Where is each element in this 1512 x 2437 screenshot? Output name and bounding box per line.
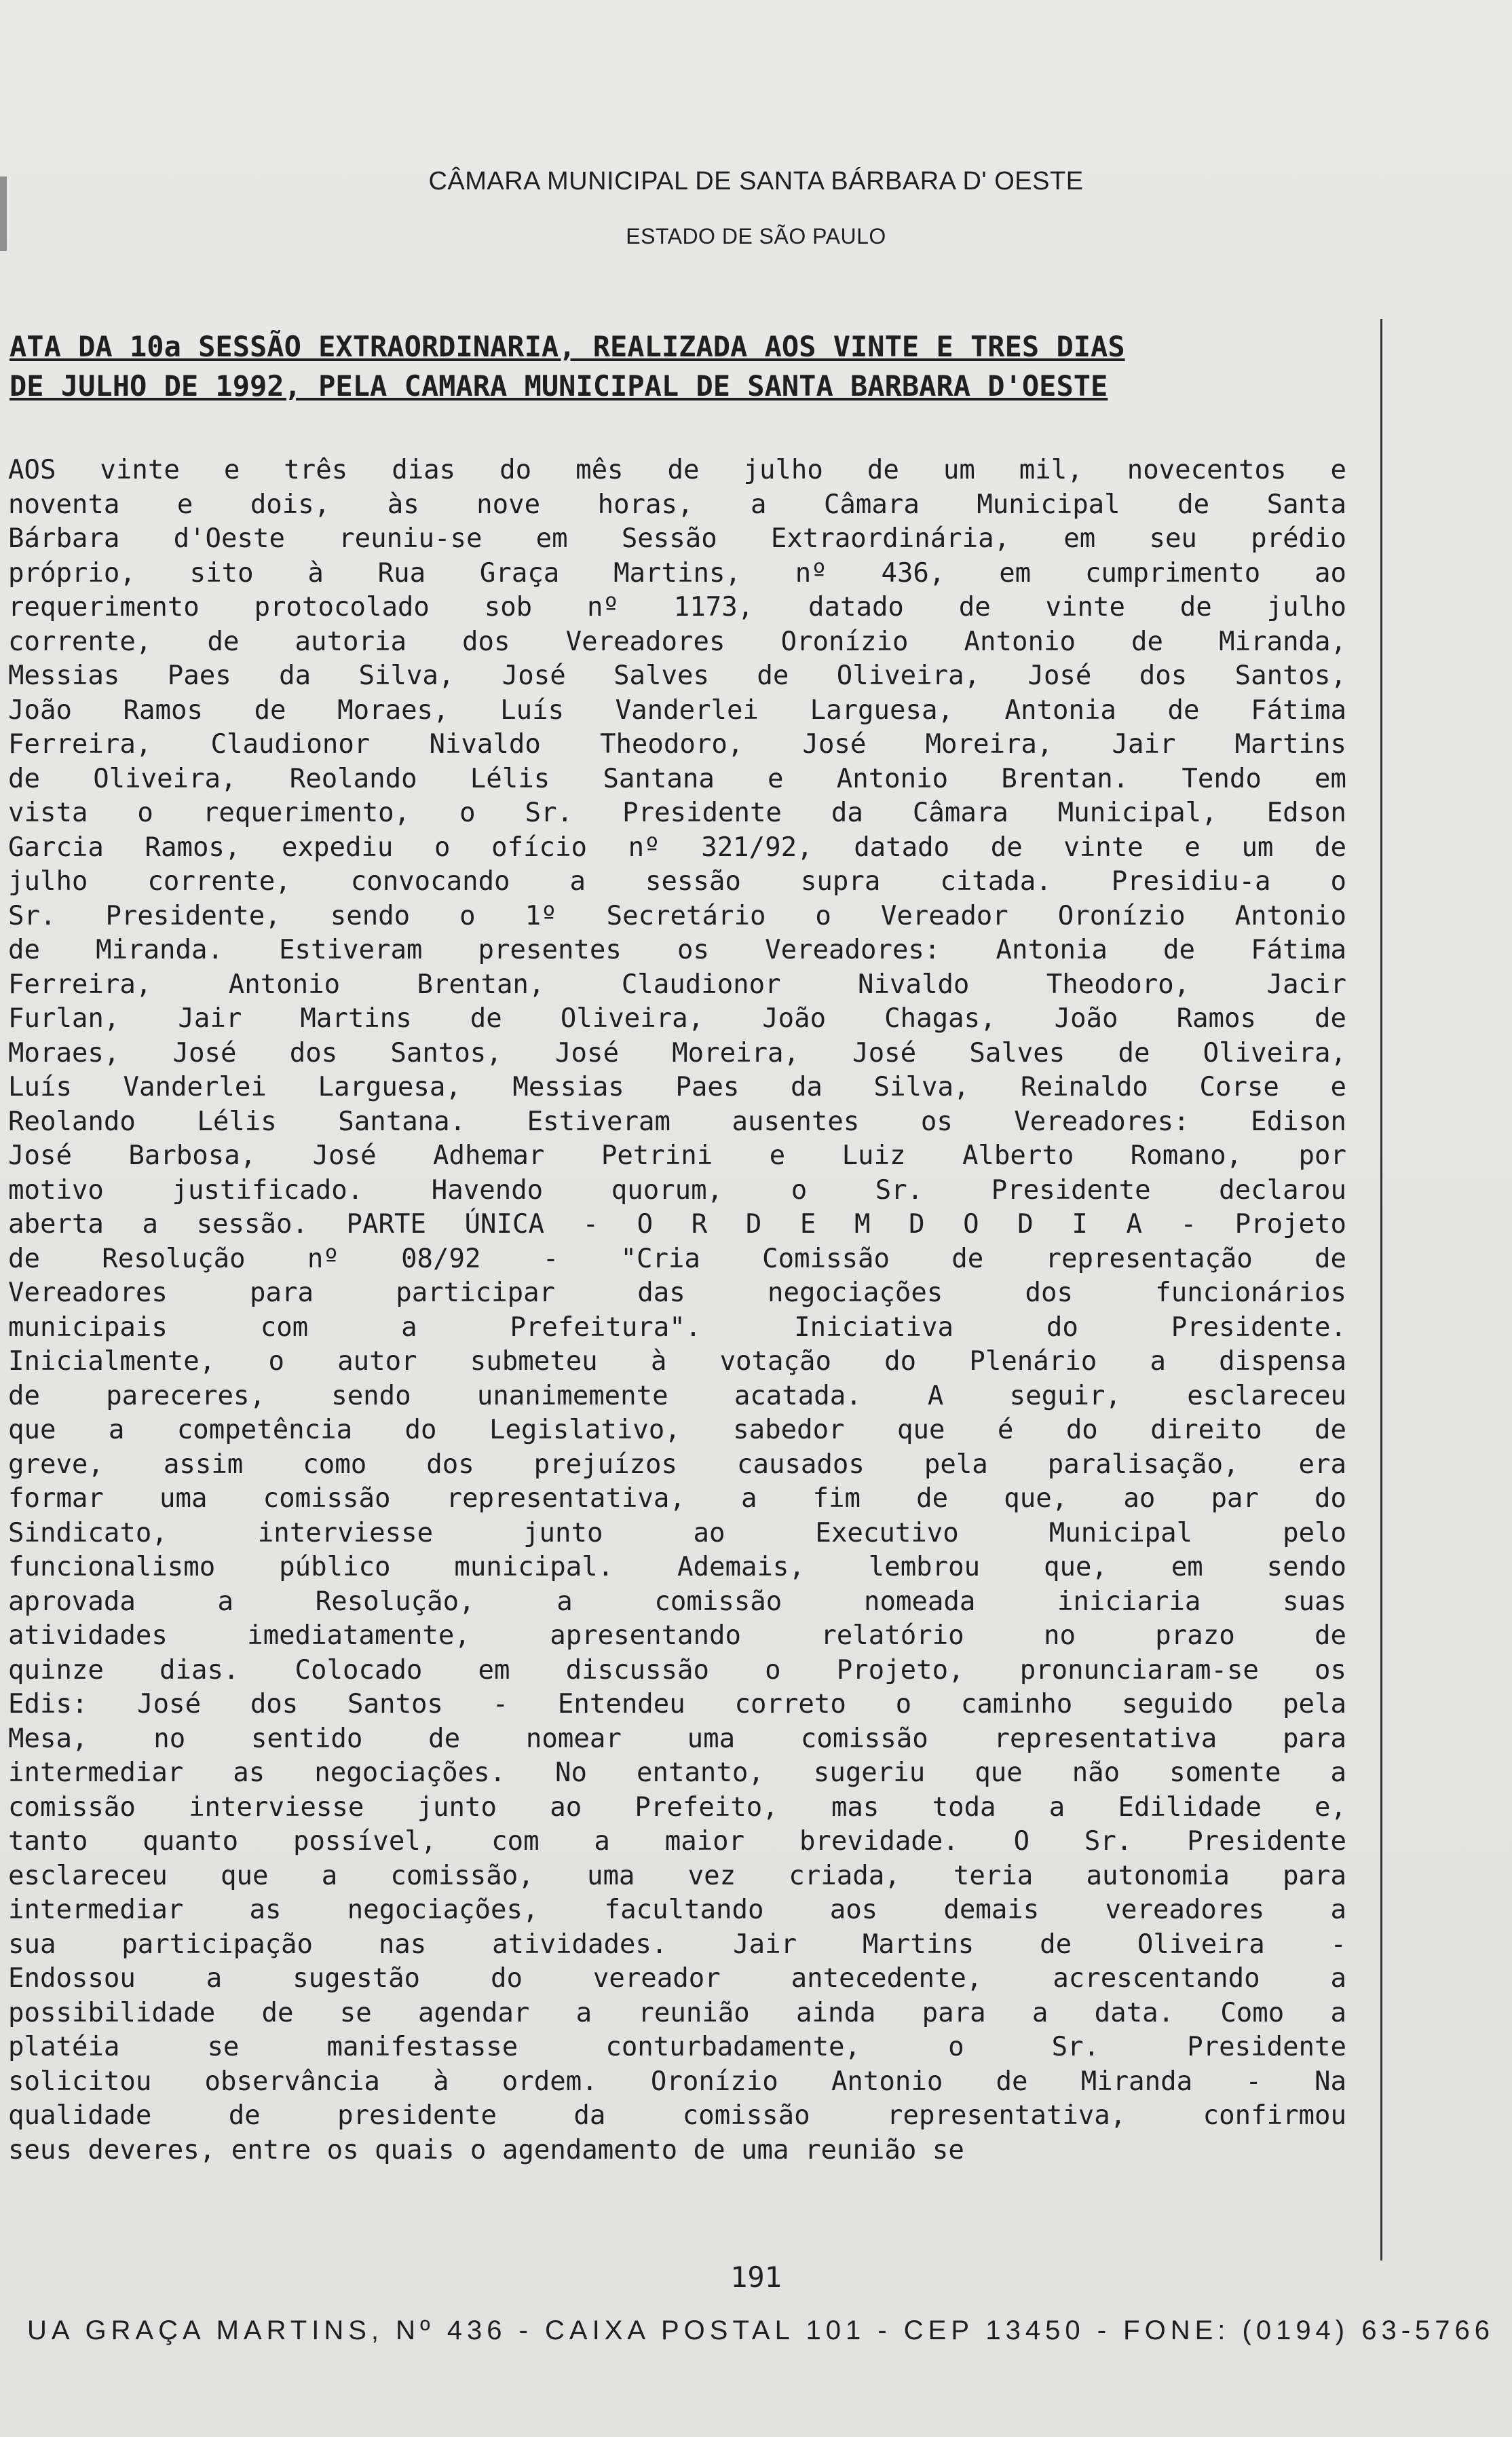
title-line-1: ATA DA 10a SESSÃO EXTRAORDINARIA, REALIZADA AOS VINTE E TRES DIAS <box>10 330 1125 363</box>
body-line: AOS vinte e três dias do mês de julho de um mil, novecentos e <box>8 455 1346 485</box>
body-line: requerimento protocolado sob nº 1173, datado de vinte de julho <box>8 592 1346 622</box>
body-line: corrente, de autoria dos Vereadores Oronízio Antonio de Miranda, <box>8 626 1346 657</box>
address-footer: UA GRAÇA MARTINS, Nº 436 - CAIXA POSTAL 101 - CEP 13450 - FONE: (0194) 63-5766 <box>27 2315 1495 2345</box>
body-line: Messias Paes da Silva, José Salves de Oliveira, José dos Santos, <box>8 661 1346 691</box>
body-line: Luís Vanderlei Larguesa, Messias Paes da Silva, Reinaldo Corse e <box>8 1072 1346 1102</box>
minutes-title <box>10 327 1346 406</box>
body-line: Furlan, Jair Martins de Oliveira, João Chagas, João Ramos de <box>8 1003 1346 1034</box>
body-line: de Resolução nº 08/92 - "Cria Comissão de representação de <box>8 1243 1346 1274</box>
body-line: seus deveres, entre os quais o agendamento de uma reunião se <box>8 2134 964 2165</box>
body-line: solicitou observância à ordem. Oronízio Antonio de Miranda - Na <box>8 2066 1346 2097</box>
body-line: esclareceu que a comissão, uma vez criada, teria autonomia para <box>8 1860 1346 1891</box>
body-line: comissão interviesse junto ao Prefeito, mas toda a Edilidade e, <box>8 1791 1346 1823</box>
body-line: intermediar as negociações. No entanto, sugeriu que não somente a <box>8 1757 1346 1788</box>
body-line: sua participação nas atividades. Jair Martins de Oliveira - <box>8 1929 1346 1960</box>
body-line: Vereadores para participar das negociações dos funcionários <box>8 1278 1346 1308</box>
body-line: platéia se manifestasse conturbadamente, o Sr. Presidente <box>8 2032 1346 2062</box>
body-line: Bárbara d'Oeste reuniu-se em Sessão Extraordinária, em seu prédio <box>8 523 1346 554</box>
body-line: motivo justificado. Havendo quorum, o Sr. Presidente declarou <box>8 1174 1346 1206</box>
body-line: noventa e dois, às nove horas, a Câmara Municipal de Santa <box>8 489 1346 520</box>
body-line: intermediar as negociações, facultando aos demais vereadores a <box>8 1895 1346 1925</box>
body-line: vista o requerimento, o Sr. Presidente da Câmara Municipal, Edson <box>8 798 1346 828</box>
body-line: greve, assim como dos prejuízos causados pela paralisação, era <box>8 1449 1346 1480</box>
body-line: tanto quanto possível, com a maior brevidade. O Sr. Presidente <box>8 1826 1346 1857</box>
body-line: qualidade de presidente da comissão representativa, confirmou <box>8 2100 1346 2131</box>
body-line: Reolando Lélis Santana. Estiveram ausentes os Vereadores: Edison <box>8 1106 1346 1137</box>
body-line: aprovada a Resolução, a comissão nomeada iniciaria suas <box>8 1586 1346 1617</box>
page-number: 191 <box>730 2261 782 2294</box>
body-line: Moraes, José dos Santos, José Moreira, José Salves de Oliveira, <box>8 1037 1346 1068</box>
body-line: Ferreira, Antonio Brentan, Claudionor Nivaldo Theodoro, Jacir <box>8 969 1346 1000</box>
body-line: quinze dias. Colocado em discussão o Projeto, pronunciaram-se os <box>8 1654 1346 1686</box>
body-line: possibilidade de se agendar a reunião ainda para a data. Como a <box>8 1997 1346 2028</box>
body-line: de Oliveira, Reolando Lélis Santana e Antonio Brentan. Tendo em <box>8 763 1346 794</box>
minutes-body <box>8 453 1346 2168</box>
body-line: Endossou a sugestão do vereador antecedente, acrescentando a <box>8 1963 1346 1994</box>
state-heading: ESTADO DE SÃO PAULO <box>626 224 886 248</box>
body-line: julho corrente, convocando a sessão supra citada. Presidiu-a o <box>8 866 1346 897</box>
body-line: Inicialmente, o autor submeteu à votação do Plenário a dispensa <box>8 1346 1346 1377</box>
body-line: que a competência do Legislativo, sabedor que é do direito de <box>8 1415 1346 1445</box>
margin-rule <box>1380 319 1382 2261</box>
body-line: funcionalismo público municipal. Ademais, lembrou que, em sendo <box>8 1552 1346 1582</box>
body-line: Sindicato, interviesse junto ao Executivo Municipal pelo <box>8 1517 1346 1548</box>
body-line: municipais com a Prefeitura". Iniciativa do Presidente. <box>8 1311 1346 1343</box>
body-line: aberta a sessão. PARTE ÚNICA - O R D E M D O D I A - Projeto <box>8 1209 1346 1240</box>
body-line: Mesa, no sentido de nomear uma comissão representativa para <box>8 1723 1346 1754</box>
body-line: de pareceres, sendo unanimemente acatada. A seguir, esclareceu <box>8 1380 1346 1411</box>
body-line: formar uma comissão representativa, a fim de que, ao par do <box>8 1483 1346 1514</box>
chamber-heading: CÂMARA MUNICIPAL DE SANTA BÁRBARA D' OESTE <box>428 167 1084 196</box>
body-line: de Miranda. Estiveram presentes os Vereadores: Antonia de Fátima <box>8 935 1346 965</box>
body-line: João Ramos de Moraes, Luís Vanderlei Larguesa, Antonia de Fátima <box>8 694 1346 726</box>
body-line: próprio, sito à Rua Graça Martins, nº 436, em cumprimento ao <box>8 557 1346 589</box>
body-line: Edis: José dos Santos - Entendeu correto o caminho seguido pela <box>8 1689 1346 1719</box>
title-line-2: DE JULHO DE 1992, PELA CAMARA MUNICIPAL DE SANTA BARBARA D'OESTE <box>10 369 1108 403</box>
body-line: Garcia Ramos, expediu o ofício nº 321/92, datado de vinte e um de <box>8 832 1346 863</box>
body-line: José Barbosa, José Adhemar Petrini e Luiz Alberto Romano, por <box>8 1140 1346 1171</box>
body-line: Ferreira, Claudionor Nivaldo Theodoro, José Moreira, Jair Martins <box>8 729 1346 760</box>
body-line: atividades imediatamente, apresentando relatório no prazo de <box>8 1620 1346 1651</box>
body-line: Sr. Presidente, sendo o 1º Secretário o Vereador Oronízio Antonio <box>8 900 1346 931</box>
